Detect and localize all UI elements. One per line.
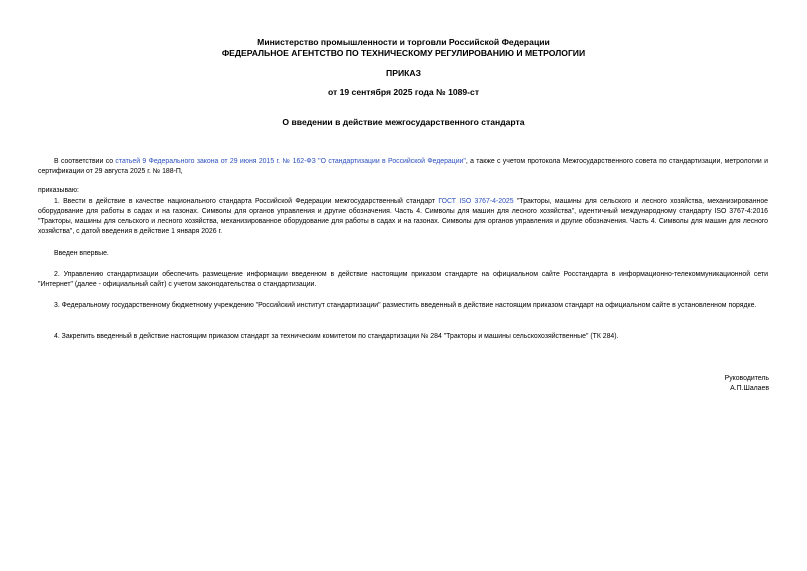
- order-subject: О введении в действие межгосударственного стандарта: [282, 117, 525, 127]
- decree-paragraph: приказываю:: [38, 187, 79, 194]
- signature-role: Руководитель: [724, 375, 769, 382]
- federal-law-link[interactable]: статьей 9 Федерального закона от 29 июня 2015 г. № 162-ФЗ "О стандартизации в Российской Федерации": [115, 158, 466, 165]
- intro-text-pre: В соответствии со: [54, 158, 116, 165]
- intro-text-post: , а также с учетом протокола Межгосударственного совета по стандартизации, метрологии и сертификации от 29 августа 2025 г. № 188-П,: [38, 158, 768, 175]
- item-4-paragraph: 4. Закрепить введенный в действие настоящим приказом стандарт за техническим комитетом по стандартизации № 284 "Тракторы и машины сельскохозяйственные" (ТК 284).: [54, 333, 619, 340]
- item-3-paragraph: 3. Федеральному государственному бюджетному учреждению "Российский институт стандартизации" разместить введенный в действие настоящим приказом стандарт на официальном сайте в установленном порядке.: [54, 302, 757, 309]
- gost-link[interactable]: ГОСТ ISO 3767-4-2025: [438, 198, 514, 205]
- signature-name: А.П.Шалаев: [730, 385, 769, 392]
- order-date: от 19 сентября 2025 года № 1089-ст: [327, 87, 480, 97]
- item-1-text-post: "Тракторы, машины для сельского и лесного хозяйства, механизированное оборудование для работы в садах и на газонах. Символы для органов управления и другие обозначения. Часть 4. Символы для машин для лесного хозяйства", идентичный международному стандарту ISO 3767-4:2016 "Тракторы, машины для сельского и лесного хозяйства, механизированное оборудование для работы в садах и на газонах. Символы для органов управления и другие обозначения. Часть 4. Символы для машин для лесного хозяйства", с датой введения в действие 1 января 2026 г.: [38, 198, 768, 235]
- agency-name: ФЕДЕРАЛЬНОЕ АГЕНТСТВО ПО ТЕХНИЧЕСКОМУ РЕГУЛИРОВАНИЮ И МЕТРОЛОГИИ: [221, 48, 586, 58]
- first-introduced-note: Введен впервые.: [54, 250, 109, 257]
- item-1-paragraph: [38, 197, 768, 237]
- order-title: ПРИКАЗ: [386, 68, 421, 78]
- item-1-text-pre: 1. Ввести в действие в качестве национального стандарта Российской Федерации межгосударственный стандарт: [54, 198, 439, 205]
- item-2-paragraph: 2. Управлению стандартизации обеспечить размещение информации введенном в действие настоящим приказом стандарте на официальном сайте Росстандарта в информационно-телекоммуникационной сети "Интернет" (далее - официальный сайт) с учетом законодательства о стандартизации.: [38, 271, 768, 288]
- ministry-name: Министерство промышленности и торговли Российской Федерации: [257, 37, 550, 47]
- intro-paragraph: [38, 157, 768, 177]
